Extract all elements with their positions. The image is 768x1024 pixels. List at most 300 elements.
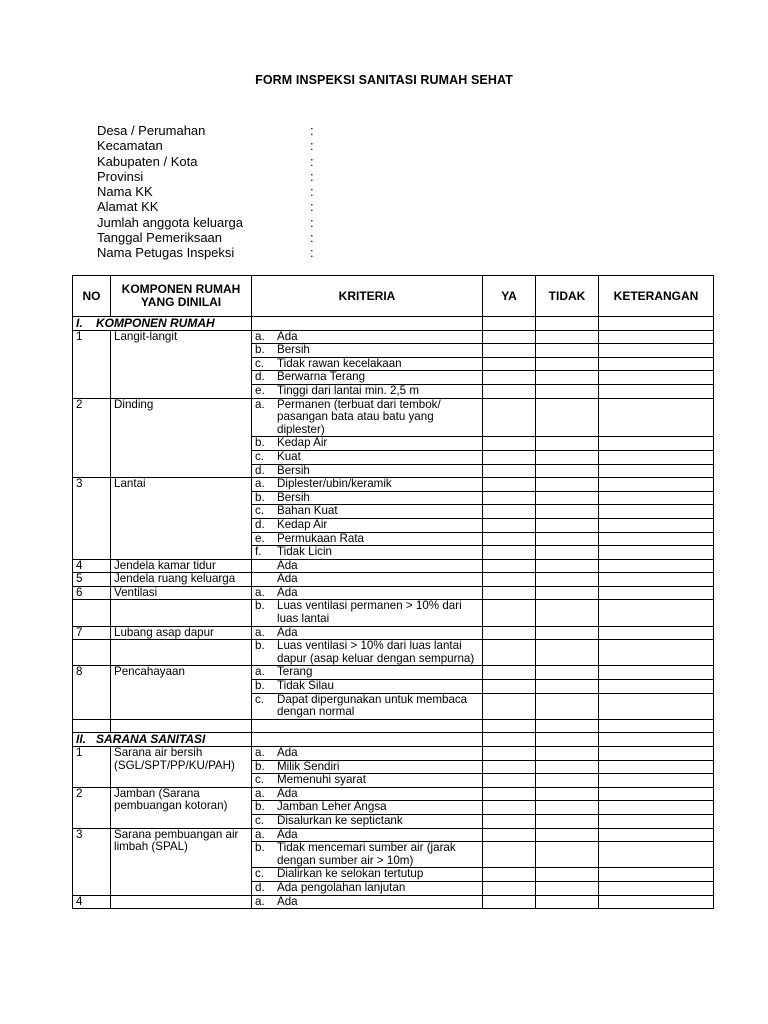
criterion-letter: c. [255, 450, 265, 463]
table-row [73, 666, 714, 680]
keterangan-cell[interactable] [599, 895, 714, 909]
no-cell [73, 600, 111, 626]
ya-cell[interactable] [483, 747, 536, 761]
tidak-cell[interactable] [536, 666, 599, 680]
criterion [255, 437, 479, 450]
criterion-letter: b. [255, 639, 265, 653]
criterion-letter: c. [255, 814, 265, 827]
keterangan-cell[interactable] [599, 546, 714, 560]
keterangan-cell[interactable] [599, 344, 714, 358]
tidak-cell[interactable] [536, 573, 599, 587]
criterion [255, 492, 479, 505]
field-label: Jumlah anggota keluarga [97, 214, 243, 230]
criterion-letter: e. [255, 384, 265, 397]
ya-cell[interactable] [483, 344, 536, 358]
keterangan-cell[interactable] [599, 437, 714, 451]
section-title: I. KOMPONEN RUMAH [73, 317, 252, 331]
criterion-text: Ada [277, 572, 298, 586]
criterion [255, 788, 479, 801]
criterion-text: Ada [277, 895, 298, 908]
keterangan-cell[interactable] [599, 450, 714, 464]
tidak-cell[interactable] [536, 317, 599, 331]
ya-cell[interactable] [483, 478, 536, 492]
table-row [73, 478, 714, 492]
criterion [255, 505, 479, 518]
keterangan-cell[interactable] [599, 464, 714, 478]
kriteria-cell [252, 505, 483, 519]
komponen-cell: Sarana air bersih (SGL/SPT/PP/KU/PAH) [111, 747, 252, 788]
tidak-cell[interactable] [536, 371, 599, 385]
field-label: Desa / Perumahan [97, 123, 206, 138]
empty-cell [252, 719, 483, 733]
criterion-letter: c. [255, 504, 265, 518]
ya-cell[interactable] [483, 801, 536, 815]
ya-cell[interactable] [483, 828, 536, 842]
keterangan-cell[interactable] [599, 693, 714, 719]
keterangan-cell[interactable] [599, 680, 714, 694]
tidak-cell[interactable] [536, 733, 599, 747]
criterion-letter: f. [255, 545, 262, 559]
keterangan-cell[interactable] [599, 371, 714, 385]
field-colon: : [310, 123, 314, 138]
tidak-cell[interactable] [536, 518, 599, 532]
no-cell: 1 [73, 330, 111, 398]
tidak-cell[interactable] [536, 491, 599, 505]
tidak-cell[interactable] [536, 464, 599, 478]
criterion [255, 801, 479, 814]
ya-cell[interactable] [483, 760, 536, 774]
criterion-letter: a. [255, 330, 265, 343]
field-colon: : [310, 199, 314, 215]
keterangan-cell[interactable] [599, 505, 714, 519]
ya-cell[interactable] [483, 330, 536, 344]
criterion-text: Dialirkan ke selokan tertutup [277, 867, 424, 881]
criterion-text: Ada [277, 626, 298, 639]
table-row [73, 828, 714, 842]
criterion-letter: c. [255, 693, 265, 706]
criterion [255, 451, 479, 464]
keterangan-cell[interactable] [599, 733, 714, 747]
kriteria-cell [252, 747, 483, 761]
criterion-text: Disalurkan ke septictank [277, 814, 403, 827]
kriteria-cell [252, 774, 483, 788]
criterion [255, 694, 479, 719]
tidak-cell[interactable] [536, 626, 599, 640]
kriteria-cell [252, 518, 483, 532]
kriteria-cell [252, 814, 483, 828]
tidak-cell[interactable] [536, 398, 599, 437]
keterangan-cell[interactable] [599, 478, 714, 492]
criterion-letter: a. [255, 586, 265, 599]
komponen-cell: Jendela kamar tidur [111, 559, 252, 573]
tidak-cell[interactable] [536, 680, 599, 694]
keterangan-cell[interactable] [599, 491, 714, 505]
criterion [255, 465, 479, 478]
criterion-text: Bersih [277, 343, 310, 357]
spacer-row [73, 719, 714, 733]
kriteria-cell [252, 842, 483, 868]
kriteria-cell [252, 573, 483, 587]
kriteria-cell [252, 760, 483, 774]
tidak-cell[interactable] [536, 586, 599, 600]
criterion [255, 331, 479, 344]
tidak-cell[interactable] [536, 787, 599, 801]
tidak-cell[interactable] [536, 881, 599, 895]
komponen-cell: Ventilasi [111, 586, 252, 600]
table-row [73, 573, 714, 587]
ya-cell[interactable] [483, 532, 536, 546]
tidak-cell[interactable] [536, 330, 599, 344]
field-label: Nama Petugas Inspeksi [97, 245, 235, 261]
komponen-cell: Sarana pembuangan air limbah (SPAL) [111, 828, 252, 895]
criterion [255, 640, 479, 665]
no-cell [73, 640, 111, 666]
no-cell: 5 [73, 573, 111, 587]
criterion [255, 546, 479, 559]
criterion-text: Ada [277, 559, 298, 572]
header-kriteria: KRITERIA [252, 276, 483, 317]
kriteria-cell [252, 640, 483, 666]
keterangan-cell[interactable] [599, 814, 714, 828]
inspection-table [72, 275, 714, 909]
ya-cell[interactable] [483, 546, 536, 560]
criterion [255, 896, 479, 909]
keterangan-cell[interactable] [599, 747, 714, 761]
field-colon: : [310, 214, 314, 230]
criterion-text: Memenuhi syarat [277, 773, 366, 787]
tidak-cell[interactable] [536, 868, 599, 882]
criterion-text: Luas ventilasi > 10% dari luas lantai dapur (asap keluar dengan sempurna) [277, 639, 475, 665]
keterangan-cell[interactable] [599, 600, 714, 626]
kriteria-cell [252, 546, 483, 560]
criterion [255, 344, 479, 357]
no-cell: 4 [73, 895, 111, 909]
empty-cell [483, 719, 536, 733]
tidak-cell[interactable] [536, 344, 599, 358]
criterion-letter: b. [255, 599, 265, 613]
tidak-cell[interactable] [536, 693, 599, 719]
tidak-cell[interactable] [536, 828, 599, 842]
criterion [255, 560, 479, 573]
ya-cell[interactable] [483, 733, 536, 747]
keterangan-cell[interactable] [599, 640, 714, 666]
no-cell: 3 [73, 478, 111, 560]
tidak-cell[interactable] [536, 437, 599, 451]
section-row [73, 317, 714, 331]
ya-cell[interactable] [483, 491, 536, 505]
ya-cell[interactable] [483, 398, 536, 437]
field-colon: : [310, 153, 314, 169]
empty-cell [599, 719, 714, 733]
tidak-cell[interactable] [536, 842, 599, 868]
kriteria-cell [252, 895, 483, 909]
field-colon: : [310, 230, 314, 246]
keterangan-cell[interactable] [599, 357, 714, 371]
criterion-text: Terang [277, 665, 313, 679]
criterion-text: Milik Sendiri [277, 760, 340, 773]
criterion-text: Ada [277, 330, 298, 343]
criterion [255, 666, 479, 679]
field-label: Alamat KK [97, 199, 159, 215]
komponen-cell: Jendela ruang keluarga [111, 573, 252, 587]
criterion-letter: c. [255, 867, 265, 881]
criterion [255, 680, 479, 693]
tidak-cell[interactable] [536, 505, 599, 519]
criterion-letter: d. [255, 464, 265, 477]
kriteria-cell [252, 317, 483, 331]
tidak-cell[interactable] [536, 814, 599, 828]
criterion-text: Jamban Leher Angsa [277, 800, 387, 814]
no-cell: 2 [73, 398, 111, 478]
criterion [255, 842, 479, 867]
criterion-text: Tidak Silau [277, 679, 334, 693]
form-title: FORM INSPEKSI SANITASI RUMAH SEHAT [255, 73, 513, 87]
criterion-letter: d. [255, 370, 265, 384]
kriteria-cell [252, 532, 483, 546]
header-keterangan: KETERANGAN [599, 276, 714, 317]
tidak-cell[interactable] [536, 747, 599, 761]
keterangan-cell[interactable] [599, 868, 714, 882]
ya-cell[interactable] [483, 600, 536, 626]
criterion [255, 627, 479, 640]
criterion-letter: d. [255, 518, 265, 531]
ya-cell[interactable] [483, 450, 536, 464]
ya-cell[interactable] [483, 464, 536, 478]
header-tidak: TIDAK [536, 276, 599, 317]
keterangan-cell[interactable] [599, 532, 714, 546]
kriteria-cell [252, 491, 483, 505]
no-cell: 6 [73, 586, 111, 600]
criterion-letter: a. [255, 828, 265, 841]
table-row [73, 626, 714, 640]
kriteria-cell [252, 437, 483, 451]
criterion [255, 385, 479, 398]
ya-cell[interactable] [483, 437, 536, 451]
criterion-text: Ada [277, 828, 298, 841]
keterangan-cell[interactable] [599, 626, 714, 640]
criterion-text: Luas ventilasi permanen > 10% dari luas lantai [277, 599, 462, 626]
criterion-letter: e. [255, 532, 265, 545]
keterangan-cell[interactable] [599, 384, 714, 398]
ya-cell[interactable] [483, 680, 536, 694]
keterangan-cell[interactable] [599, 787, 714, 801]
criterion-letter: a. [255, 398, 265, 411]
kriteria-cell [252, 330, 483, 344]
kriteria-cell [252, 371, 483, 385]
field-label: Tanggal Pemeriksaan [97, 230, 223, 246]
keterangan-cell[interactable] [599, 842, 714, 868]
criterion [255, 882, 479, 895]
ya-cell[interactable] [483, 357, 536, 371]
ya-cell[interactable] [483, 774, 536, 788]
tidak-cell[interactable] [536, 478, 599, 492]
criterion-letter: b. [255, 491, 265, 504]
criterion-letter: b. [255, 760, 265, 773]
empty-cell [73, 719, 111, 733]
criterion-text: Kedap Air [277, 436, 328, 450]
ya-cell[interactable] [483, 640, 536, 666]
tidak-cell[interactable] [536, 801, 599, 815]
tidak-cell[interactable] [536, 760, 599, 774]
ya-cell[interactable] [483, 626, 536, 640]
criterion-letter: b. [255, 436, 265, 450]
empty-cell [111, 719, 252, 733]
ya-cell[interactable] [483, 518, 536, 532]
header-no: NO [73, 276, 111, 317]
criterion [255, 371, 479, 384]
keterangan-cell[interactable] [599, 666, 714, 680]
criterion-text: Bahan Kuat [277, 504, 338, 518]
criterion [255, 774, 479, 787]
table-row [73, 586, 714, 600]
no-cell: 2 [73, 787, 111, 828]
tidak-cell[interactable] [536, 559, 599, 573]
criterion-text: Dapat dipergunakan untuk membaca dengan normal [277, 693, 468, 719]
ya-cell[interactable] [483, 842, 536, 868]
tidak-cell[interactable] [536, 450, 599, 464]
table-row [73, 600, 714, 626]
tidak-cell[interactable] [536, 640, 599, 666]
criterion-letter: b. [255, 841, 265, 855]
criterion-letter: c. [255, 357, 265, 370]
ya-cell[interactable] [483, 573, 536, 587]
ya-cell[interactable] [483, 559, 536, 573]
kriteria-cell [252, 398, 483, 437]
keterangan-cell[interactable] [599, 317, 714, 331]
kriteria-cell [252, 828, 483, 842]
criterion-text: Tinggi dari lantai min. 2,5 m [277, 384, 419, 397]
criterion-text: Kuat [277, 450, 301, 463]
criterion-text: Kedap Air [277, 518, 328, 531]
criterion-text: Bersih [277, 491, 310, 504]
header-ya: YA [483, 276, 536, 317]
kriteria-cell [252, 680, 483, 694]
no-cell: 7 [73, 626, 111, 640]
ya-cell[interactable] [483, 384, 536, 398]
keterangan-cell[interactable] [599, 518, 714, 532]
criterion-letter: d. [255, 881, 265, 894]
komponen-cell [111, 895, 252, 909]
ya-cell[interactable] [483, 868, 536, 882]
criterion-letter: a. [255, 665, 265, 679]
keterangan-cell[interactable] [599, 760, 714, 774]
field-label: Nama KK [97, 184, 153, 200]
criterion [255, 587, 479, 600]
ya-cell[interactable] [483, 371, 536, 385]
criterion-text: Permukaan Rata [277, 532, 364, 545]
table-row [73, 895, 714, 909]
ya-cell[interactable] [483, 895, 536, 909]
ya-cell[interactable] [483, 586, 536, 600]
criterion-letter: a. [255, 787, 265, 800]
header-komponen: KOMPONEN RUMAH YANG DINILAI [111, 276, 252, 317]
ya-cell[interactable] [483, 505, 536, 519]
keterangan-cell[interactable] [599, 801, 714, 815]
criterion [255, 478, 479, 491]
criterion [255, 519, 479, 532]
tidak-cell[interactable] [536, 532, 599, 546]
kriteria-cell [252, 666, 483, 680]
kriteria-cell [252, 881, 483, 895]
komponen-cell: Lantai [111, 478, 252, 560]
tidak-cell[interactable] [536, 546, 599, 560]
section-title: II. SARANA SANITASI [73, 733, 252, 747]
tidak-cell[interactable] [536, 774, 599, 788]
tidak-cell[interactable] [536, 600, 599, 626]
ya-cell[interactable] [483, 666, 536, 680]
criterion [255, 399, 479, 437]
field-colon: : [310, 184, 314, 200]
komponen-cell: Dinding [111, 398, 252, 478]
criterion-text: Berwarna Terang [277, 370, 366, 384]
kriteria-cell [252, 344, 483, 358]
criterion-letter: a. [255, 746, 265, 759]
table-row [73, 747, 714, 761]
tidak-cell[interactable] [536, 357, 599, 371]
criterion-letter: b. [255, 800, 265, 814]
tidak-cell[interactable] [536, 895, 599, 909]
criterion [255, 868, 479, 881]
no-cell: 1 [73, 747, 111, 788]
keterangan-cell[interactable] [599, 881, 714, 895]
criterion [255, 600, 479, 625]
field-colon: : [310, 245, 314, 261]
criterion-letter: a. [255, 477, 265, 491]
criterion-text: Tidak Licin [277, 545, 332, 559]
criterion-text: Ada [277, 787, 298, 800]
keterangan-cell[interactable] [599, 398, 714, 437]
criterion-text: Bersih [277, 464, 310, 477]
criterion-text: Tidak rawan kecelakaan [277, 357, 402, 370]
criterion-letter: b. [255, 679, 265, 693]
criterion-text: Ada pengolahan lanjutan [277, 881, 406, 894]
criterion-text: Diplester/ubin/keramik [277, 477, 392, 491]
kriteria-cell [252, 600, 483, 626]
ya-cell[interactable] [483, 693, 536, 719]
criterion [255, 573, 479, 586]
komponen-cell [111, 640, 252, 666]
criterion [255, 829, 479, 842]
table-row [73, 787, 714, 801]
komponen-cell: Pencahayaan [111, 666, 252, 719]
ya-cell[interactable] [483, 881, 536, 895]
kriteria-cell [252, 464, 483, 478]
keterangan-cell[interactable] [599, 330, 714, 344]
kriteria-cell [252, 801, 483, 815]
criterion-text: Permanen (terbuat dari tembok/ pasangan bata atau batu yang diplester) [277, 398, 441, 436]
keterangan-cell[interactable] [599, 774, 714, 788]
keterangan-cell[interactable] [599, 559, 714, 573]
criterion [255, 747, 479, 760]
field-label: Kecamatan [97, 138, 163, 154]
keterangan-cell[interactable] [599, 828, 714, 842]
criterion-text: Ada [277, 746, 298, 759]
keterangan-cell[interactable] [599, 573, 714, 587]
kriteria-cell [252, 733, 483, 747]
keterangan-cell[interactable] [599, 586, 714, 600]
ya-cell[interactable] [483, 787, 536, 801]
criterion-letter: c. [255, 773, 265, 787]
ya-cell[interactable] [483, 317, 536, 331]
no-cell: 4 [73, 559, 111, 573]
tidak-cell[interactable] [536, 384, 599, 398]
criterion [255, 533, 479, 546]
komponen-cell: Langit-langit [111, 330, 252, 398]
ya-cell[interactable] [483, 814, 536, 828]
kriteria-cell [252, 559, 483, 573]
komponen-cell: Lubang asap dapur [111, 626, 252, 640]
criterion-letter [255, 573, 277, 586]
